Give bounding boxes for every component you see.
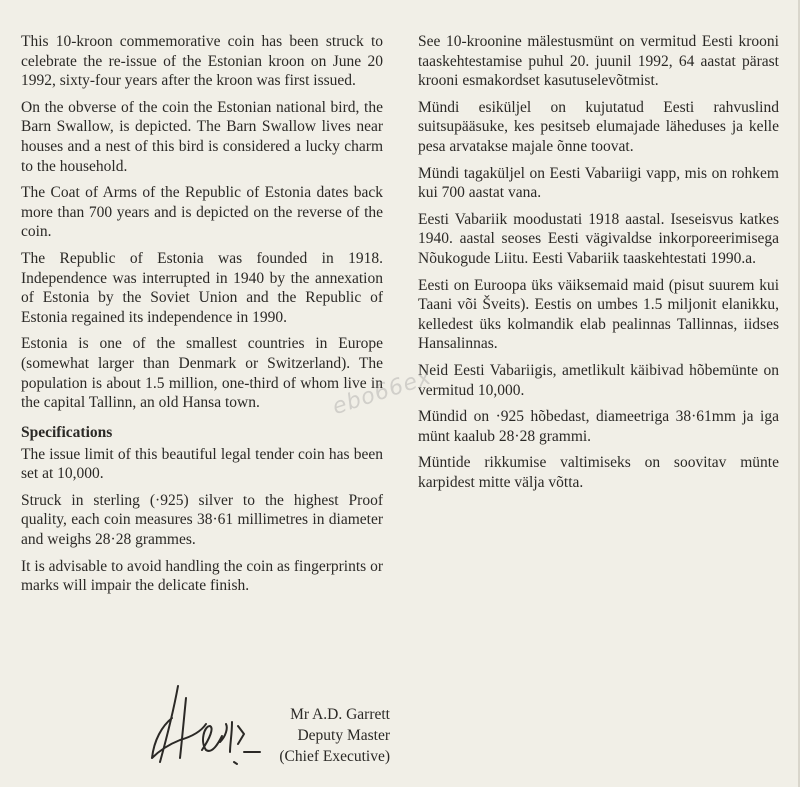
paragraph-coat-of-arms: The Coat of Arms of the Republic of Estonia dates back more than 700 years and is depicted on the reverse of the coin.	[21, 184, 383, 241]
paragraph-handling-advice: It is advisable to avoid handling the coin as fingerprints or marks will impair the delicate finish.	[21, 557, 383, 595]
paragraph-obverse-et: Mündi esiküljel on kujutatud Eesti rahvuslind suitsupääsuke, kes pesitseb elumajade läheduses ja kelle pesa arvatakse majale õnne toovat.	[418, 98, 779, 155]
paragraph-country-facts-et: Eesti on Euroopa üks väiksemaid maid (pisut suurem kui Taani või Šveits). Eestis on umbes 1.5 miljonit elanikku, kelledest üks kolmandik elab pealinnas Tallinnas, iidses Hansalinnas.	[418, 276, 779, 353]
paragraph-issue-limit: The issue limit of this beautiful legal tender coin has been set at 10,000.	[21, 445, 383, 483]
paragraph-republic-history-et: Eesti Vabariik moodustati 1918 aastal. Iseseisvus katkes 1940. aastal seoses Eesti vägivaldse inkorporeerimisega Nõukogude Liitu. Eesti Vabariik taaskehtestati 1990.a.	[418, 210, 779, 267]
signatory-title: Deputy Master	[297, 727, 390, 744]
paragraph-country-facts: Estonia is one of the smallest countries in Europe (somewhat larger than Denmark or Switzerland). The population is about 1.5 million, one-third of whom live in the capital Tallinn, an old Hansa town.	[21, 335, 383, 412]
signatory-name: Mr A.D. Garrett	[290, 706, 390, 723]
paragraph-coat-of-arms-et: Mündi tagaküljel on Eesti Vabariigi vapp, mis on rohkem kui 700 aastat vana.	[418, 164, 779, 202]
english-column	[21, 32, 383, 603]
watermark: ebo66ex	[329, 364, 435, 421]
specifications-heading: Specifications	[21, 423, 113, 441]
paragraph-metal-size: Struck in sterling (·925) silver to the highest Proof quality, each coin measures 38·61 millimetres in diameter and weighs 28·28 grammes.	[21, 491, 383, 549]
signature-block	[250, 704, 390, 767]
paragraph-issue-limit-et: Neid Eesti Vabariigis, ametlikult käibivad hõbemünte on vermitud 10,000.	[418, 361, 779, 399]
paragraph-handling-advice-et: Müntide rikkumise valtimiseks on soovitav münte karpidest mitte välja võtta.	[418, 454, 779, 491]
paragraph-metal-size-et: Mündid on ·925 hõbedast, diameetriga 38·61mm ja iga münt kaalub 28·28 grammi.	[418, 408, 779, 445]
paragraph-republic-history: The Republic of Estonia was founded in 1918. Independence was interrupted in 1940 by the annexation of Estonia by the Soviet Union and the Republic of Estonia regained its independence in 1990.	[21, 249, 383, 326]
signatory-role: (Chief Executive)	[279, 748, 390, 765]
paragraph-intro-et: See 10-kroonine mälestusmünt on vermitud Eesti krooni taaskehtestamise puhul 20. juunil 1992, 64 aastat pärast krooni esmakordset kasutuselevõtmist.	[418, 33, 779, 90]
paragraph-intro: This 10-kroon commemorative coin has been struck to celebrate the re-issue of the Estonian kroon on June 20 1992, sixty-four years after the kroon was first issued.	[21, 33, 383, 90]
paragraph-obverse: On the obverse of the coin the Estonian national bird, the Barn Swallow, is depicted. The Barn Swallow lives near houses and a nest of this bird is considered a lucky charm to the household.	[21, 98, 383, 175]
estonian-column	[418, 32, 779, 499]
